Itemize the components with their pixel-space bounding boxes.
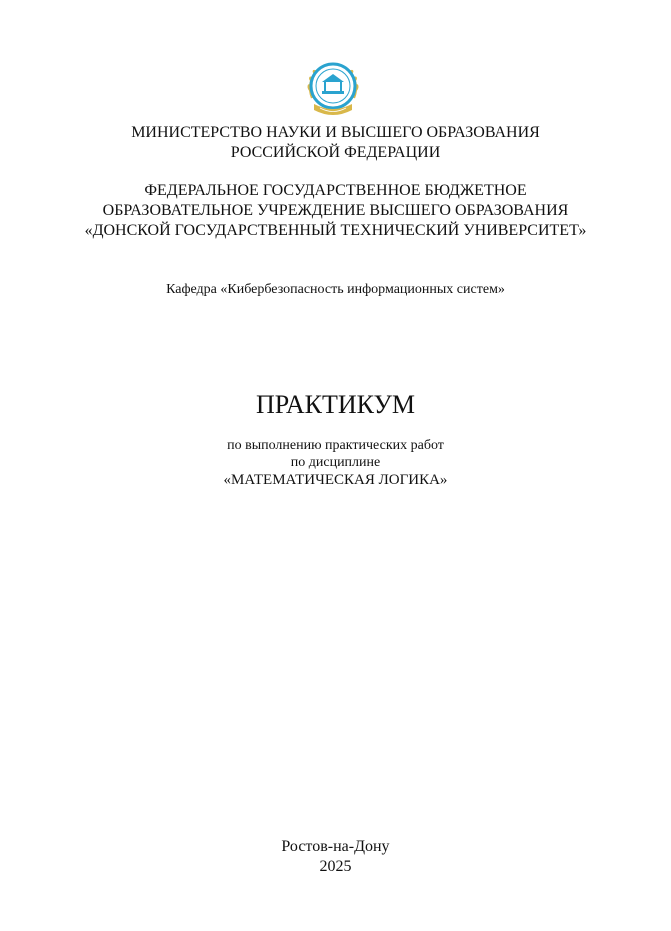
- discipline-name: «МАТЕМАТИЧЕСКАЯ ЛОГИКА»: [223, 472, 448, 488]
- ministry-line-2: РОССИЙСКОЙ ФЕДЕРАЦИИ: [230, 144, 441, 161]
- document-title: ПРАКТИКУМ: [255, 390, 416, 419]
- department-name: Кафедра «Кибербезопасность информационных систем»: [166, 282, 505, 297]
- subtitle-line-2: по дисциплине: [290, 455, 381, 470]
- city: Ростов-на-Дону: [281, 838, 390, 855]
- institution-line-3: «ДОНСКОЙ ГОСУДАРСТВЕННЫЙ ТЕХНИЧЕСКИЙ УНИВЕРСИТЕТ»: [84, 222, 587, 239]
- subtitle-line-1: по выполнению практических работ: [227, 438, 444, 453]
- ministry-line-1: МИНИСТЕРСТВО НАУКИ И ВЫСШЕГО ОБРАЗОВАНИЯ: [131, 124, 540, 141]
- year: 2025: [319, 858, 352, 875]
- university-emblem-icon: [300, 58, 366, 124]
- institution-line-1: ФЕДЕРАЛЬНОЕ ГОСУДАРСТВЕННОЕ БЮДЖЕТНОЕ: [144, 182, 527, 199]
- institution-line-2: ОБРАЗОВАТЕЛЬНОЕ УЧРЕЖДЕНИЕ ВЫСШЕГО ОБРАЗОВАНИЯ: [102, 202, 569, 219]
